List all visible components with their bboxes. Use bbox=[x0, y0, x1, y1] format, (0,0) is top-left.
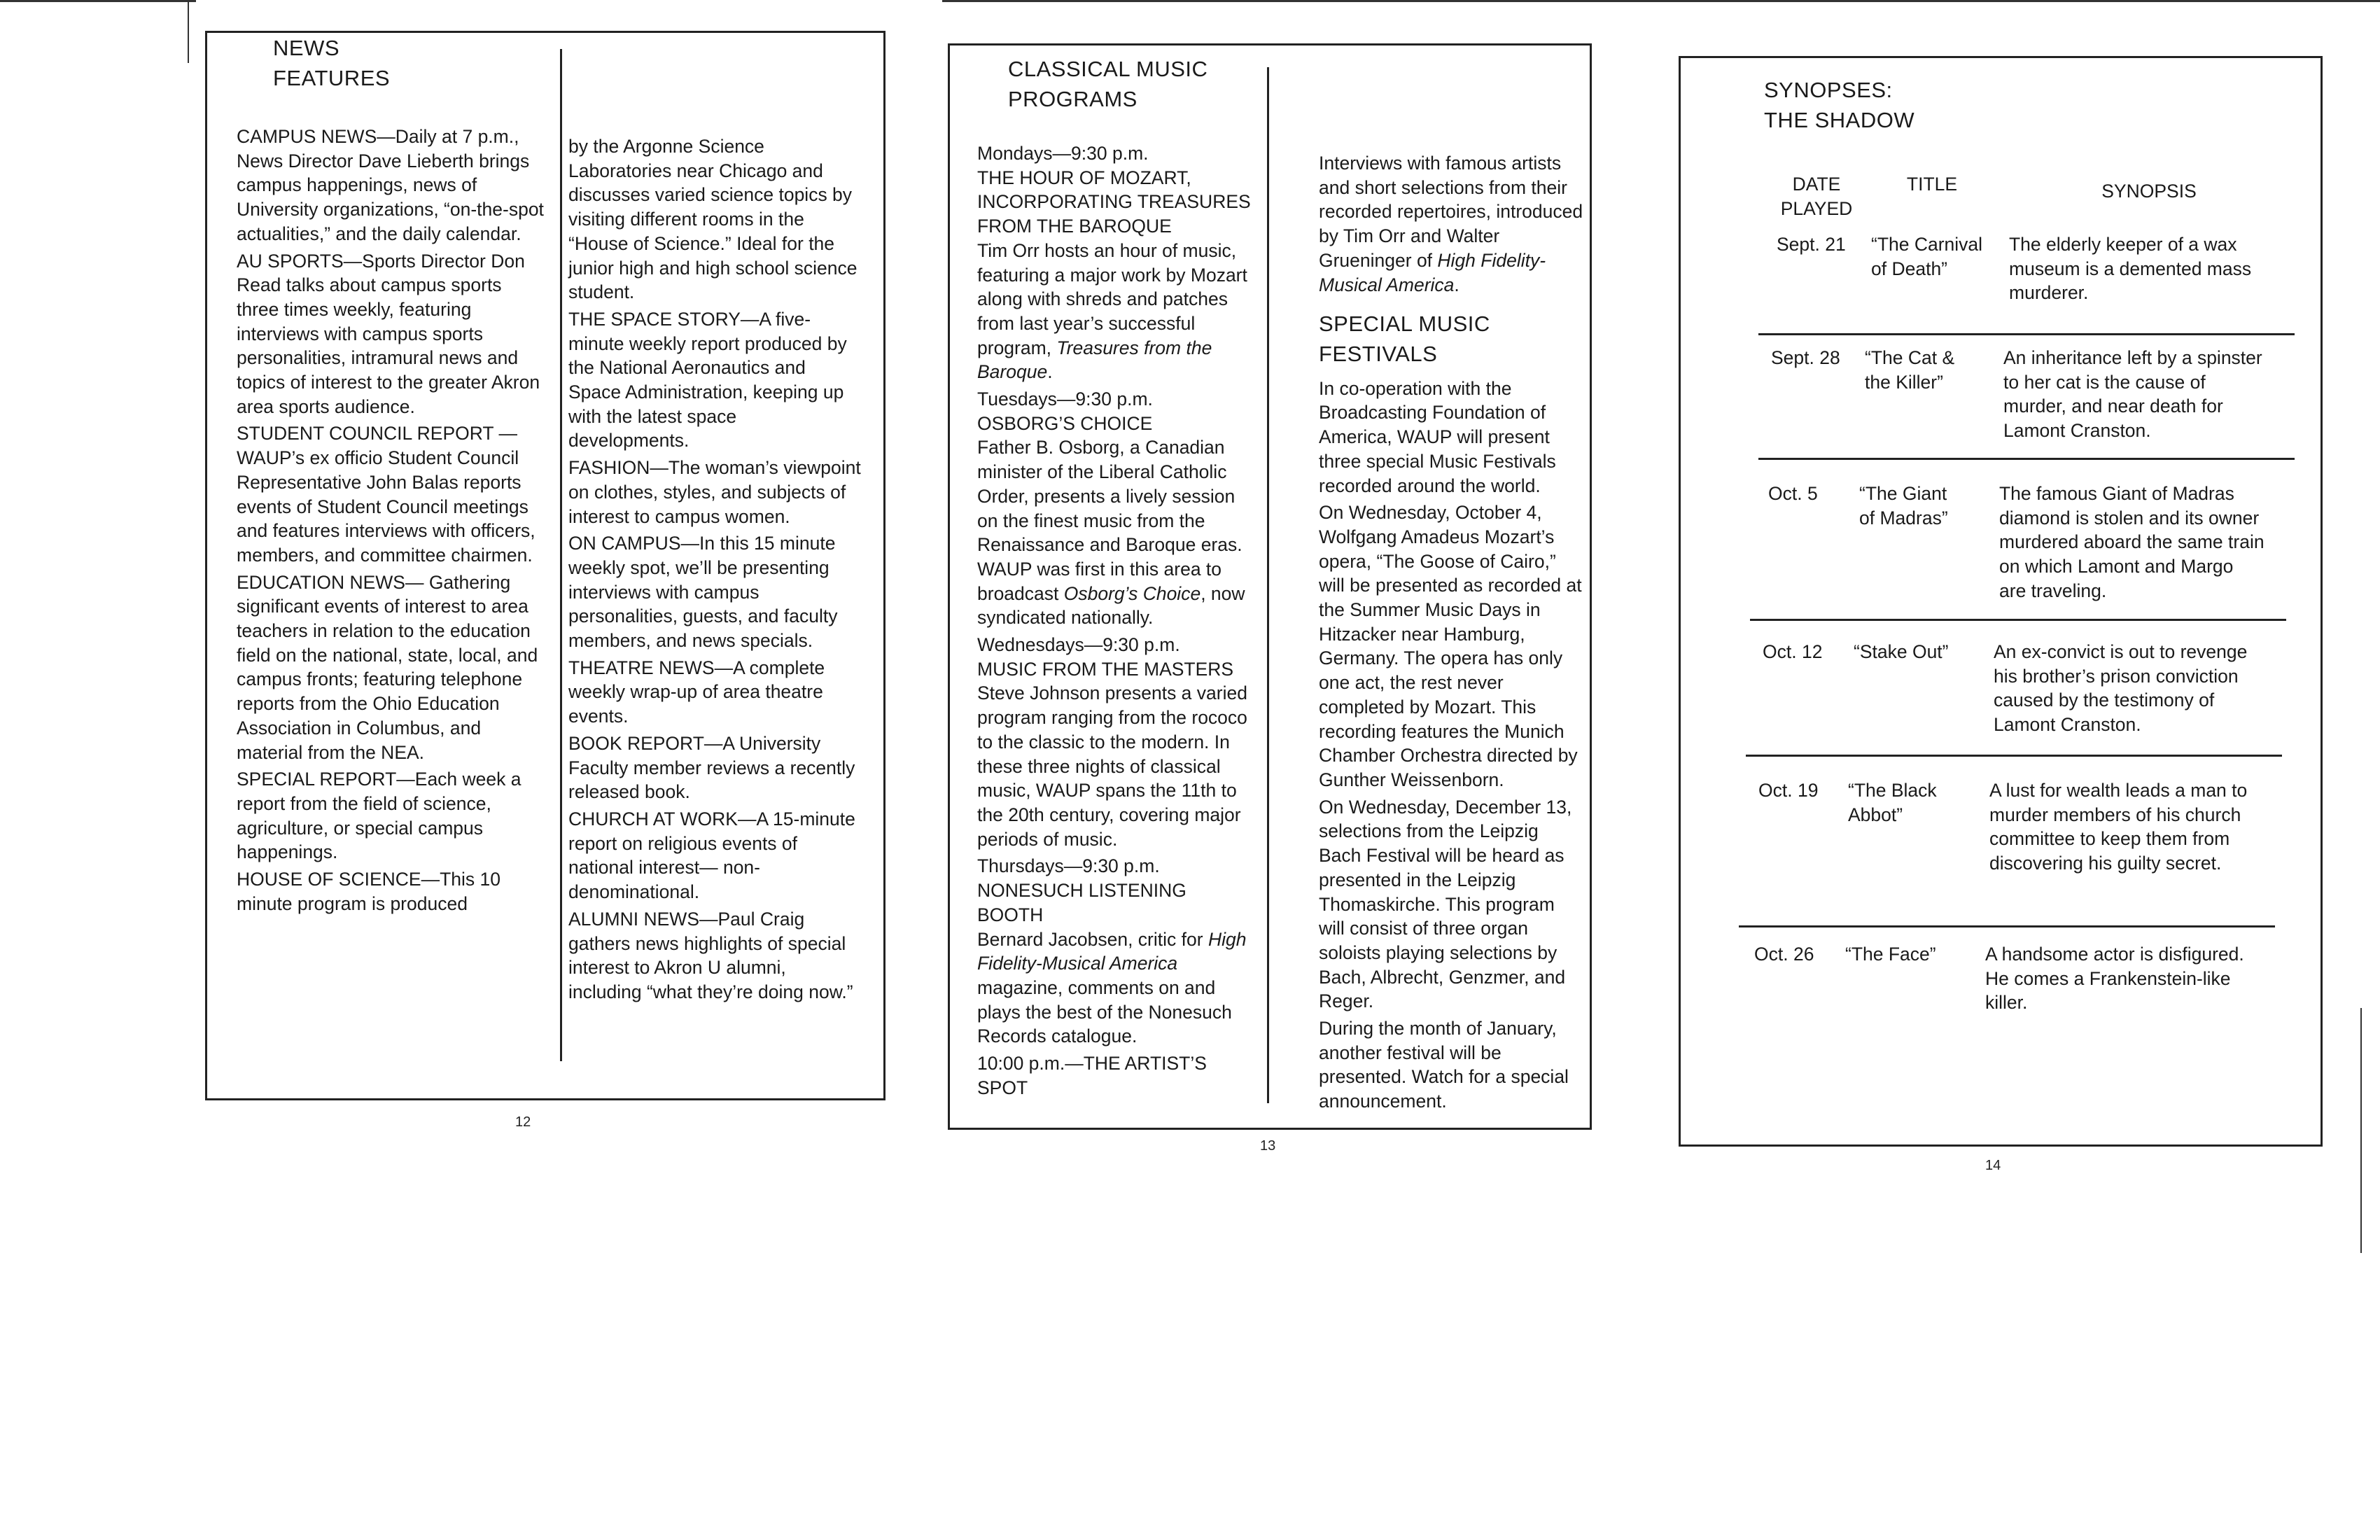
house-of-science-entry: HOUSE OF SCIENCE—This 10 minute program is produced bbox=[237, 869, 500, 914]
thursday-time: Thursdays—9:30 p.m. bbox=[977, 855, 1160, 877]
monday-description: Tim Orr hosts an hour of music, featuring a major work by Mozart along with shreds and patches from last year’s successful program, bbox=[977, 239, 1247, 358]
tuesday-program bbox=[977, 387, 1257, 630]
column-header-title: TITLE bbox=[1906, 174, 1958, 195]
page-number-13: 13 bbox=[1260, 1138, 1276, 1154]
page-13-heading bbox=[1008, 55, 1208, 115]
thursday-italic-title: High Fidelity-Musical America bbox=[977, 928, 1247, 974]
artist-spot-description bbox=[1319, 151, 1583, 297]
monday-program bbox=[977, 141, 1257, 384]
festival-january: During the month of January, another festival will be presented. Watch for a special announcement. bbox=[1319, 1018, 1569, 1112]
thursday-program bbox=[977, 854, 1257, 1049]
heading-line-1: NEWS bbox=[273, 36, 340, 60]
festivals-intro: In co-operation with the Broadcasting Foundation of America, WAUP will present three special Music Festivals recorded around the world. bbox=[1319, 377, 1556, 496]
wednesday-description: Steve Johnson presents a varied program ranging from the rococo to the classic to the modern. In these three nights of classical music, WAUP spans the 11th to the 20th century, covering major periods of music. bbox=[977, 682, 1247, 850]
scan-right-edge-line bbox=[2360, 1008, 2362, 1253]
festivals-heading bbox=[1319, 309, 1583, 370]
thursday-description-b: magazine, comments on and plays the best of the Nonesuch Records catalogue. bbox=[977, 976, 1232, 1047]
row-date: Oct. 26 bbox=[1754, 944, 1814, 965]
alumni-news-entry: ALUMNI NEWS—Paul Craig gathers news highlights of special interest to Akron U alumni, including “what they’re doing now.” bbox=[568, 908, 853, 1002]
scan-top-edge-line bbox=[942, 0, 2380, 2]
heading-line-1: CLASSICAL MUSIC bbox=[1008, 57, 1208, 81]
page-13-right-column bbox=[1319, 151, 1583, 1116]
heading-line-2: THE SHADOW bbox=[1764, 107, 1915, 132]
festivals-heading-line-1: SPECIAL MUSIC bbox=[1319, 312, 1490, 337]
au-sports-entry: AU SPORTS—Sports Director Don Read talks about campus sports three times weekly, featuring interviews with campus sports personalities, intramural news and topics of interest to the greater Akron area sports audience. bbox=[237, 250, 540, 417]
wednesday-program bbox=[977, 633, 1257, 851]
church-at-work-entry: CHURCH AT WORK—A 15-minute report on religious events of national interest— non-denominational. bbox=[568, 808, 855, 903]
monday-time: Mondays—9:30 p.m. bbox=[977, 143, 1149, 164]
page-12-right-column bbox=[568, 134, 861, 1007]
row-date: Oct. 12 bbox=[1763, 641, 1823, 662]
page-12-column-divider bbox=[560, 49, 562, 1061]
page-14-heading bbox=[1764, 76, 1914, 136]
row-synopsis: An ex-convict is out to revenge his brother’s prison conviction caused by the testimony of Lamont Cranston. bbox=[1994, 641, 2248, 736]
artist-end: . bbox=[1454, 274, 1460, 295]
row-synopsis: A lust for wealth leads a man to murder members of his church committee to keep them from discovering his guilty secret. bbox=[1989, 780, 2248, 874]
row-divider bbox=[1750, 619, 2286, 621]
monday-italic-title: Treasures from the Baroque bbox=[977, 337, 1212, 383]
row-divider bbox=[1758, 458, 2295, 460]
page-13-column-divider bbox=[1267, 67, 1269, 1103]
wednesday-time: Wednesdays—9:30 p.m. bbox=[977, 634, 1180, 656]
row-date: Oct. 19 bbox=[1758, 780, 1819, 801]
page-number-12: 12 bbox=[515, 1114, 531, 1130]
monday-end: . bbox=[1047, 361, 1053, 383]
row-synopsis: An inheritance left by a spinster to her cat is the cause of murder, and near death for Lamont Cranston. bbox=[2003, 347, 2262, 442]
row-date: Sept. 21 bbox=[1777, 234, 1846, 255]
on-campus-entry: ON CAMPUS—In this 15 minute weekly spot, we’ll be presenting interviews with campus personalities, guests, and faculty members, and news specials. bbox=[568, 533, 838, 652]
row-title: “Stake Out” bbox=[1854, 641, 1949, 662]
thursday-description-a: Bernard Jacobsen, critic for bbox=[977, 928, 1203, 950]
page-12-heading bbox=[273, 34, 390, 94]
row-synopsis: The famous Giant of Madras diamond is stolen and its owner murdered aboard the same train on which Lamont and Margo are traveling. bbox=[1999, 483, 2264, 601]
heading-line-2: FEATURES bbox=[273, 65, 391, 90]
artist-spot-program: 10:00 p.m.—THE ARTIST’S SPOT bbox=[977, 1053, 1207, 1098]
education-news-entry: EDUCATION NEWS— Gathering significant events of interest to area teachers in relation to the education field on the national, state, local, and campus fronts; featuring telephone reports from the Ohio Education Association in Columbus, and material from the NEA. bbox=[237, 571, 538, 763]
wednesday-title: MUSIC FROM THE MASTERS bbox=[977, 658, 1234, 680]
fashion-entry: FASHION—The woman’s viewpoint on clothes, styles, and subjects of interest to campus women. bbox=[568, 457, 861, 527]
scan-top-edge-line bbox=[0, 0, 196, 2]
space-story-entry: THE SPACE STORY—A five-minute weekly report produced by the National Aeronautics and Space Administration, keeping up with the latest space developments. bbox=[568, 308, 847, 451]
book-report-entry: BOOK REPORT—A University Faculty member reviews a recently released book. bbox=[568, 732, 855, 803]
tuesday-title: OSBORG’S CHOICE bbox=[977, 412, 1153, 434]
row-date: Sept. 28 bbox=[1771, 347, 1840, 368]
row-divider bbox=[1758, 333, 2295, 335]
row-date: Oct. 5 bbox=[1768, 483, 1818, 504]
column-header-synopsis: SYNOPSIS bbox=[2101, 181, 2197, 202]
monday-title: THE HOUR OF MOZART, INCORPORATING TREASURES FROM THE BAROQUE bbox=[977, 167, 1251, 237]
scan-left-edge-line bbox=[188, 0, 189, 63]
row-title: “The Carnival of Death” bbox=[1871, 234, 1983, 279]
row-divider bbox=[1739, 925, 2275, 927]
house-of-science-continued: by the Argonne Science Laboratories near Chicago and discusses varied science topics by visiting different rooms in the “House of Science.” Ideal for the junior high and high school science student. bbox=[568, 136, 858, 303]
row-title: “The Face” bbox=[1845, 944, 1936, 965]
row-synopsis: A handsome actor is disfigured. He comes a Frankenstein-like killer. bbox=[1985, 944, 2244, 1014]
heading-line-1: SYNOPSES: bbox=[1764, 78, 1893, 102]
festivals-heading-line-2: FESTIVALS bbox=[1319, 341, 1438, 366]
row-title: “The Giant of Madras” bbox=[1859, 483, 1948, 528]
row-synopsis: The elderly keeper of a wax museum is a demented mass murderer. bbox=[2009, 234, 2252, 304]
row-title: “The Cat & the Killer” bbox=[1865, 347, 1955, 393]
page-12-left-column bbox=[237, 125, 545, 919]
festival-december: On Wednesday, December 13, selections from the Leipzig Bach Festival will be heard as presented in the Leipzig Thomaskirche. This program will consist of three organ soloists playing selections by Bach, Albrecht, Genzmer, and Reger. bbox=[1319, 796, 1572, 1012]
thursday-title: NONESUCH LISTENING BOOTH bbox=[977, 880, 1186, 925]
column-header-date: DATE PLAYED bbox=[1780, 174, 1853, 219]
tuesday-description: Father B. Osborg, a Canadian minister of the Liberal Catholic Order, presents a lively session on the finest music from the Renaissance and Baroque eras. WAUP was first in this area to broadcast bbox=[977, 437, 1242, 604]
theatre-news-entry: THEATRE NEWS—A complete weekly wrap-up of area theatre events. bbox=[568, 657, 825, 727]
tuesday-end: , now syndicated nationally. bbox=[977, 582, 1245, 629]
page-13-left-column bbox=[977, 141, 1257, 1102]
tuesday-italic-title: Osborg’s Choice bbox=[1063, 582, 1201, 604]
festival-october: On Wednesday, October 4, Wolfgang Amadeus Mozart’s opera, “The Goose of Cairo,” will be presented as recorded at the Summer Music Days in Hitzacker near Hamburg, Germany. The opera has only one act, the rest never completed by Mozart. This recording features the Munich Chamber Orchestra directed by Gunther Weissenborn. bbox=[1319, 502, 1582, 790]
row-title: “The Black Abbot” bbox=[1848, 780, 1937, 825]
tuesday-time: Tuesdays—9:30 p.m. bbox=[977, 388, 1153, 410]
campus-news-entry: CAMPUS NEWS—Daily at 7 p.m., News Director Dave Lieberth brings campus happenings, news of University organizations, “on-the-spot actualities,” and the daily calendar. bbox=[237, 126, 544, 244]
artist-description: Interviews with famous artists and short selections from their recorded repertoires, introduced by Tim Orr and Walter Grueninger of bbox=[1319, 153, 1583, 271]
heading-line-2: PROGRAMS bbox=[1008, 86, 1138, 111]
artist-italic-title: High Fidelity-Musical America bbox=[1319, 249, 1546, 295]
page-number-14: 14 bbox=[1985, 1158, 2001, 1173]
row-divider bbox=[1746, 755, 2282, 757]
student-council-entry: STUDENT COUNCIL REPORT —WAUP’s ex officio Student Council Representative John Balas reports events of Student Council meetings and features interviews with officers, members, and committee chairmen. bbox=[237, 423, 536, 566]
special-report-entry: SPECIAL REPORT—Each week a report from the field of science, agriculture, or special campus happenings. bbox=[237, 769, 522, 863]
